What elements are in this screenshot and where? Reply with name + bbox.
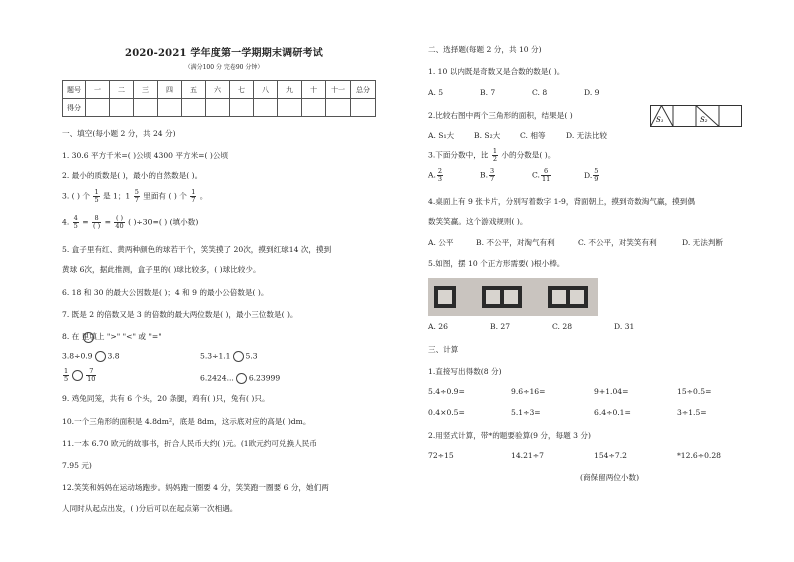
fraction	[92, 215, 101, 230]
score-input-cell[interactable]	[326, 99, 351, 117]
option[interactable]: A. 5	[428, 88, 444, 97]
denominator: 2	[492, 155, 497, 163]
exam-subtitle: （满分100 分 完卷90 分钟）	[184, 64, 264, 71]
question	[428, 148, 555, 163]
question-text: 里面有 ( ) 个	[143, 191, 187, 201]
section-heading: 二、选择题(每题 2 分，共 10 分)	[428, 45, 542, 54]
option[interactable]	[428, 168, 480, 183]
fraction	[114, 215, 124, 230]
calc-row	[428, 387, 711, 396]
calc-item: 154÷7.2	[594, 451, 627, 460]
options-row	[428, 322, 634, 331]
score-input-cell[interactable]	[302, 99, 326, 117]
options-row	[428, 168, 600, 183]
option-letter: C.	[532, 170, 540, 180]
fraction	[93, 189, 99, 204]
denominator: 3	[437, 175, 443, 183]
option[interactable]: D. 无法比较	[566, 131, 608, 140]
numerator: 1	[94, 188, 99, 196]
denominator: 9	[594, 175, 599, 183]
question-text: 6.2424...	[200, 373, 234, 383]
option-letter: B.	[480, 170, 488, 180]
question: 人同时从起点出发，( )分后可以在起点第一次相遇。	[62, 504, 238, 513]
question	[62, 331, 162, 342]
table-cell: 六	[206, 81, 230, 99]
option[interactable]: C. 不公平，对笑笑有利	[578, 238, 657, 247]
numerator: 1	[492, 147, 497, 155]
answer-circle[interactable]	[236, 373, 247, 384]
fraction	[489, 168, 495, 183]
triangle-figure	[650, 105, 742, 127]
option[interactable]	[532, 168, 584, 183]
square-figure	[566, 286, 588, 308]
question: 1. 30.6 平方千米=( )公顷 4300 平方米=( )公顷	[62, 151, 229, 160]
question: 7.95 元)	[62, 461, 92, 470]
score-input-cell[interactable]	[230, 99, 254, 117]
score-input-cell[interactable]	[110, 99, 134, 117]
answer-circle[interactable]	[83, 332, 94, 343]
question-text: 小的分数是( )。	[501, 150, 556, 160]
question: 数笑笑赢。这个游戏规则( )。	[428, 217, 528, 226]
table-cell: 七	[230, 81, 254, 99]
question-text: 8. 在 里填上 ">" "<" 或 "="	[62, 332, 162, 341]
options-row	[428, 237, 723, 248]
question: 1. 10 以内既是奇数又是合数的数是( )。	[428, 67, 565, 76]
section-heading: 三、计算	[428, 345, 459, 354]
option[interactable]: A. 公平	[428, 238, 454, 247]
answer-circle[interactable]	[233, 351, 244, 362]
calc-item: 0.4×0.5=	[428, 408, 465, 417]
question: 2. 最小的质数是( )，最小的自然数是( )。	[62, 171, 203, 180]
table-cell: 得分	[63, 99, 86, 117]
calc-item: 9.6÷16=	[511, 387, 546, 396]
question-text: 3.8÷0.9	[62, 351, 93, 361]
denominator: 10	[87, 375, 96, 383]
answer-circle[interactable]	[72, 370, 83, 381]
question: 2.比较右图中两个三角形的面积，结果是( )	[428, 111, 573, 120]
score-input-cell[interactable]	[86, 99, 110, 117]
calc-item: *12.6÷0.28	[677, 451, 721, 460]
option[interactable]: C. 8	[532, 88, 548, 97]
numerator: 1	[191, 188, 196, 196]
square-figure	[500, 286, 522, 308]
option-letter: A.	[428, 170, 436, 180]
numerator: 1	[64, 367, 69, 375]
question-text: 5.3÷1.1	[200, 351, 231, 361]
numerator: ( )	[115, 214, 124, 222]
score-table	[62, 80, 376, 117]
options-row	[428, 88, 599, 97]
comparison-item	[200, 373, 280, 384]
numerator: 2	[437, 167, 443, 175]
table-cell: 题号	[63, 81, 86, 99]
triangle-label-s2: S₂	[700, 116, 708, 124]
table-cell: 十	[302, 81, 326, 99]
question: 5.如图，摆 10 个正方形需要( )根小棒。	[428, 259, 565, 268]
score-input-cell[interactable]	[278, 99, 302, 117]
question-text: 3. ( ) 个	[62, 191, 91, 201]
numerator: 6	[541, 168, 551, 176]
calc-item: 5.4÷0.9=	[428, 387, 465, 396]
section-heading: 一、填空(每小题 2 分，共 24 分)	[62, 129, 176, 138]
calc-item: 9+1.04=	[594, 387, 629, 396]
question: 2.用竖式计算，带*的题要验算(9 分，每题 3 分)	[428, 431, 591, 440]
square-figure	[434, 286, 456, 308]
question: 1.直接写出得数(8 分)	[428, 367, 502, 376]
question: 11.一本 6.70 欧元的故事书，折合人民币大约( )元。(1欧元约可兑换人民币	[62, 439, 317, 448]
question-text: =	[104, 217, 111, 227]
option[interactable]: D. 9	[584, 88, 600, 97]
calc-item: 5.1÷3=	[511, 408, 541, 417]
question: 9. 鸡兔同笼，共有 6 个头，20 条腿，鸡有( )只，兔有( )只。	[62, 394, 270, 403]
question-text: ( )÷30=( ) (填小数)	[128, 217, 199, 227]
fraction	[593, 168, 599, 183]
fraction	[73, 215, 79, 230]
question: 6. 18 和 30 的最大公因数是( )；4 和 9 的最小公倍数是( )。	[62, 288, 269, 297]
denominator: 11	[541, 175, 551, 183]
answer-circle[interactable]	[95, 351, 106, 362]
calc-note: (商保留两位小数)	[580, 473, 640, 482]
calc-item: 72÷15	[428, 451, 454, 460]
question-text: 3.下面分数中，比	[428, 150, 489, 160]
options-row	[428, 130, 607, 141]
fraction	[437, 168, 443, 183]
table-cell: 一	[86, 81, 110, 99]
denominator: ( )	[93, 222, 101, 230]
question: 7. 既是 2 的倍数又是 3 的倍数的最大两位数是( )，最小三位数是( )。	[62, 310, 298, 319]
numerator: 5	[134, 188, 139, 196]
score-table-score-row	[63, 99, 376, 117]
option-letter: D.	[584, 170, 593, 180]
score-input-cell[interactable]	[206, 99, 230, 117]
numerator: 3	[490, 167, 495, 175]
denominator: 5	[73, 222, 78, 230]
fraction	[190, 189, 196, 204]
calc-item: 14.21÷7	[511, 451, 544, 460]
denominator: 5	[64, 375, 69, 383]
question: 12.笑笑和妈妈在运动场跑步。妈妈跑一圈要 4 分，笑笑跑一圈要 6 分，她们两	[62, 483, 329, 492]
fraction	[86, 368, 96, 383]
option[interactable]	[480, 168, 532, 183]
question	[62, 215, 198, 230]
option[interactable]: A. S₁大	[428, 131, 455, 140]
option[interactable]: B. 27	[490, 322, 511, 331]
question-text: =	[82, 217, 89, 227]
score-input-cell[interactable]	[351, 99, 376, 117]
option[interactable]: D. 31	[614, 322, 635, 331]
option[interactable]	[584, 167, 600, 183]
denominator: 7	[191, 196, 196, 204]
question	[62, 189, 207, 204]
table-cell: 三	[134, 81, 158, 99]
numerator: 4	[73, 214, 78, 222]
numerator: 8	[92, 215, 101, 223]
score-input-cell[interactable]	[134, 99, 158, 117]
comparison-item	[62, 351, 120, 362]
question: 黄球 6次，据此推测，盒子里的( )球比较多，( )球比较少。	[62, 265, 261, 274]
table-cell: 八	[254, 81, 278, 99]
numerator: 7	[86, 368, 96, 376]
question-text: 3.8	[107, 351, 120, 361]
calc-item: 6.4÷0.1=	[594, 408, 631, 417]
triangle-label-s1: S₁	[656, 116, 664, 124]
option[interactable]: B. 不公平，对淘气有利	[476, 238, 555, 247]
fraction	[492, 148, 498, 163]
table-cell: 四	[158, 81, 182, 99]
question-text: 5.3	[245, 351, 258, 361]
question: 5. 盒子里有红、黄两种颜色的球若干个，笑笑摸了 20次，摸到红球14 次，摸到	[62, 245, 332, 254]
calc-row	[428, 451, 721, 460]
question-text: 6.23999	[248, 373, 281, 383]
fraction	[134, 189, 140, 204]
comparison-item	[62, 368, 97, 383]
fraction	[63, 368, 69, 383]
score-table-header-row	[63, 81, 376, 99]
denominator: 7	[490, 175, 495, 183]
option[interactable]: C. 28	[552, 322, 573, 331]
table-cell: 二	[110, 81, 134, 99]
fraction	[541, 168, 551, 183]
denominator: 7	[134, 196, 139, 204]
option[interactable]: B. S₂大	[474, 131, 501, 140]
question: 4.桌面上有 9 张卡片，分别写着数字 1-9，背面朝上，摸到奇数淘气赢，摸到偶	[428, 197, 695, 206]
question-text: 4.	[62, 217, 70, 227]
question-text: 。	[199, 191, 208, 201]
table-cell: 五	[182, 81, 206, 99]
calc-row	[428, 408, 707, 417]
table-cell: 十一	[326, 81, 351, 99]
matchstick-squares-photo	[428, 278, 598, 316]
question-text: 是 1；1	[103, 191, 131, 201]
comparison-item	[200, 351, 258, 362]
option[interactable]: A. 26	[428, 322, 448, 331]
numerator: 5	[594, 167, 599, 175]
denominator: 40	[115, 222, 124, 230]
option[interactable]: B. 7	[480, 88, 496, 97]
option[interactable]: C. 相等	[520, 131, 546, 140]
score-input-cell[interactable]	[254, 99, 278, 117]
denominator: 5	[94, 196, 99, 204]
exam-title: 2020-2021 学年度第一学期期末调研考试	[125, 48, 323, 59]
score-input-cell[interactable]	[158, 99, 182, 117]
score-input-cell[interactable]	[182, 99, 206, 117]
table-cell: 总分	[351, 81, 376, 99]
table-cell: 九	[278, 81, 302, 99]
question: 10.一个三角形的面积是 4.8dm²，底是 8dm，这示底对应的高是( )dm。	[62, 417, 311, 426]
calc-item: 15÷0.5=	[677, 387, 712, 396]
option[interactable]: D. 无法判断	[682, 238, 724, 247]
calc-item: 3÷1.5=	[677, 408, 707, 417]
